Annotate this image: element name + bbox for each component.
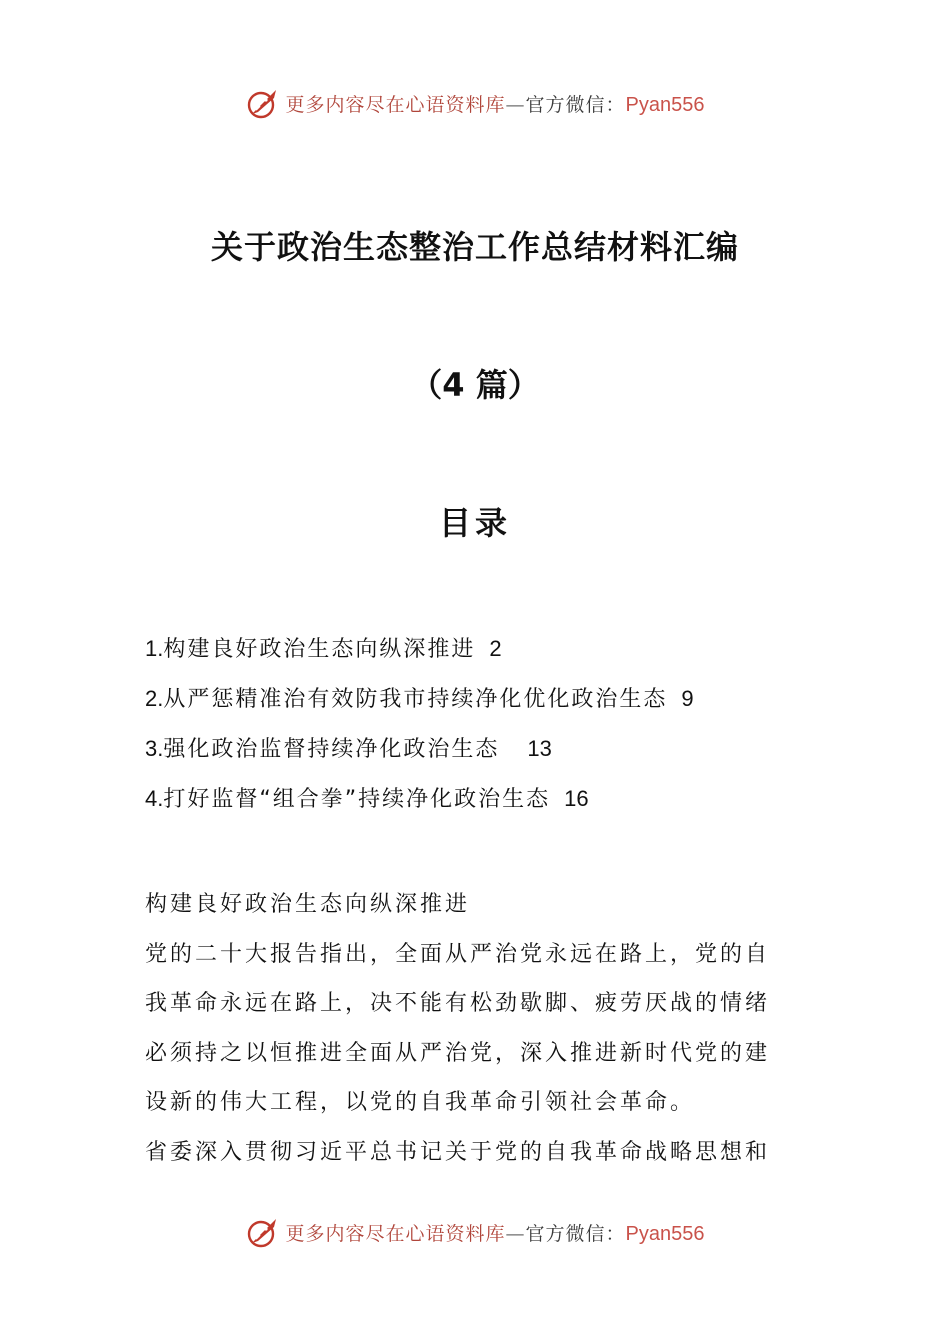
toc-item[interactable]	[145, 782, 825, 832]
banner-site-text: 更多内容尽在心语资料库	[285, 1222, 506, 1245]
body-line: 设新的伟大工程，以党的自我革命引领社会革命。	[145, 1090, 696, 1116]
toc-heading: 目录	[438, 504, 511, 542]
banner-wechat-label: 官方微信：	[525, 1222, 626, 1245]
toc-item-page: 16	[564, 786, 589, 811]
toc-item-text: 强化政治监督持续净化政治生态	[163, 737, 500, 762]
toc-item[interactable]	[145, 682, 825, 732]
toc-item-number: 1.	[145, 636, 164, 661]
banner-wechat-label: 官方微信：	[525, 93, 626, 116]
toc-item-text: 打好监督“组合拳”持续净化政治生态	[163, 787, 551, 812]
pen-logo-icon	[246, 1215, 280, 1249]
header-banner	[0, 83, 950, 123]
banner-separator: —	[505, 93, 526, 116]
body-line: 省委深入贯彻习近平总书记关于党的自我革命战略思想和	[145, 1139, 771, 1165]
toc-item-text: 构建良好政治生态向纵深推进	[163, 637, 476, 662]
footer-banner	[0, 1212, 950, 1252]
toc-item-page: 2	[489, 636, 502, 661]
document-title: 关于政治生态整治工作总结材料汇编	[210, 228, 739, 266]
banner-wechat-id: Pyan556	[625, 1222, 705, 1245]
table-of-contents	[145, 632, 825, 832]
toc-item-number: 3.	[145, 736, 164, 761]
toc-item-number: 2.	[145, 686, 164, 711]
section-heading: 构建良好政治生态向纵深推进	[145, 892, 471, 917]
toc-item[interactable]	[145, 732, 825, 782]
body-line: 我革命永远在路上，决不能有松劲歇脚、疲劳厌战的情绪	[145, 991, 771, 1017]
toc-item-page: 13	[527, 736, 552, 761]
body-line: 党的二十大报告指出，全面从严治党永远在路上，党的自	[145, 941, 771, 967]
banner-wechat-id: Pyan556	[625, 93, 705, 116]
toc-item-number: 4.	[145, 786, 164, 811]
banner-text	[286, 90, 705, 117]
banner-separator: —	[505, 1222, 526, 1245]
document-body	[145, 880, 810, 1178]
body-line: 必须持之以恒推进全面从严治党，深入推进新时代党的建	[145, 1040, 771, 1066]
banner-text	[286, 1219, 705, 1246]
toc-item-text: 从严惩精准治有效防我市持续净化优化政治生态	[163, 687, 668, 712]
toc-item-page: 9	[681, 686, 694, 711]
pen-logo-icon	[246, 86, 280, 120]
banner-site-text: 更多内容尽在心语资料库	[285, 93, 506, 116]
document-subtitle: （4 篇）	[410, 366, 540, 404]
toc-item[interactable]	[145, 632, 825, 682]
